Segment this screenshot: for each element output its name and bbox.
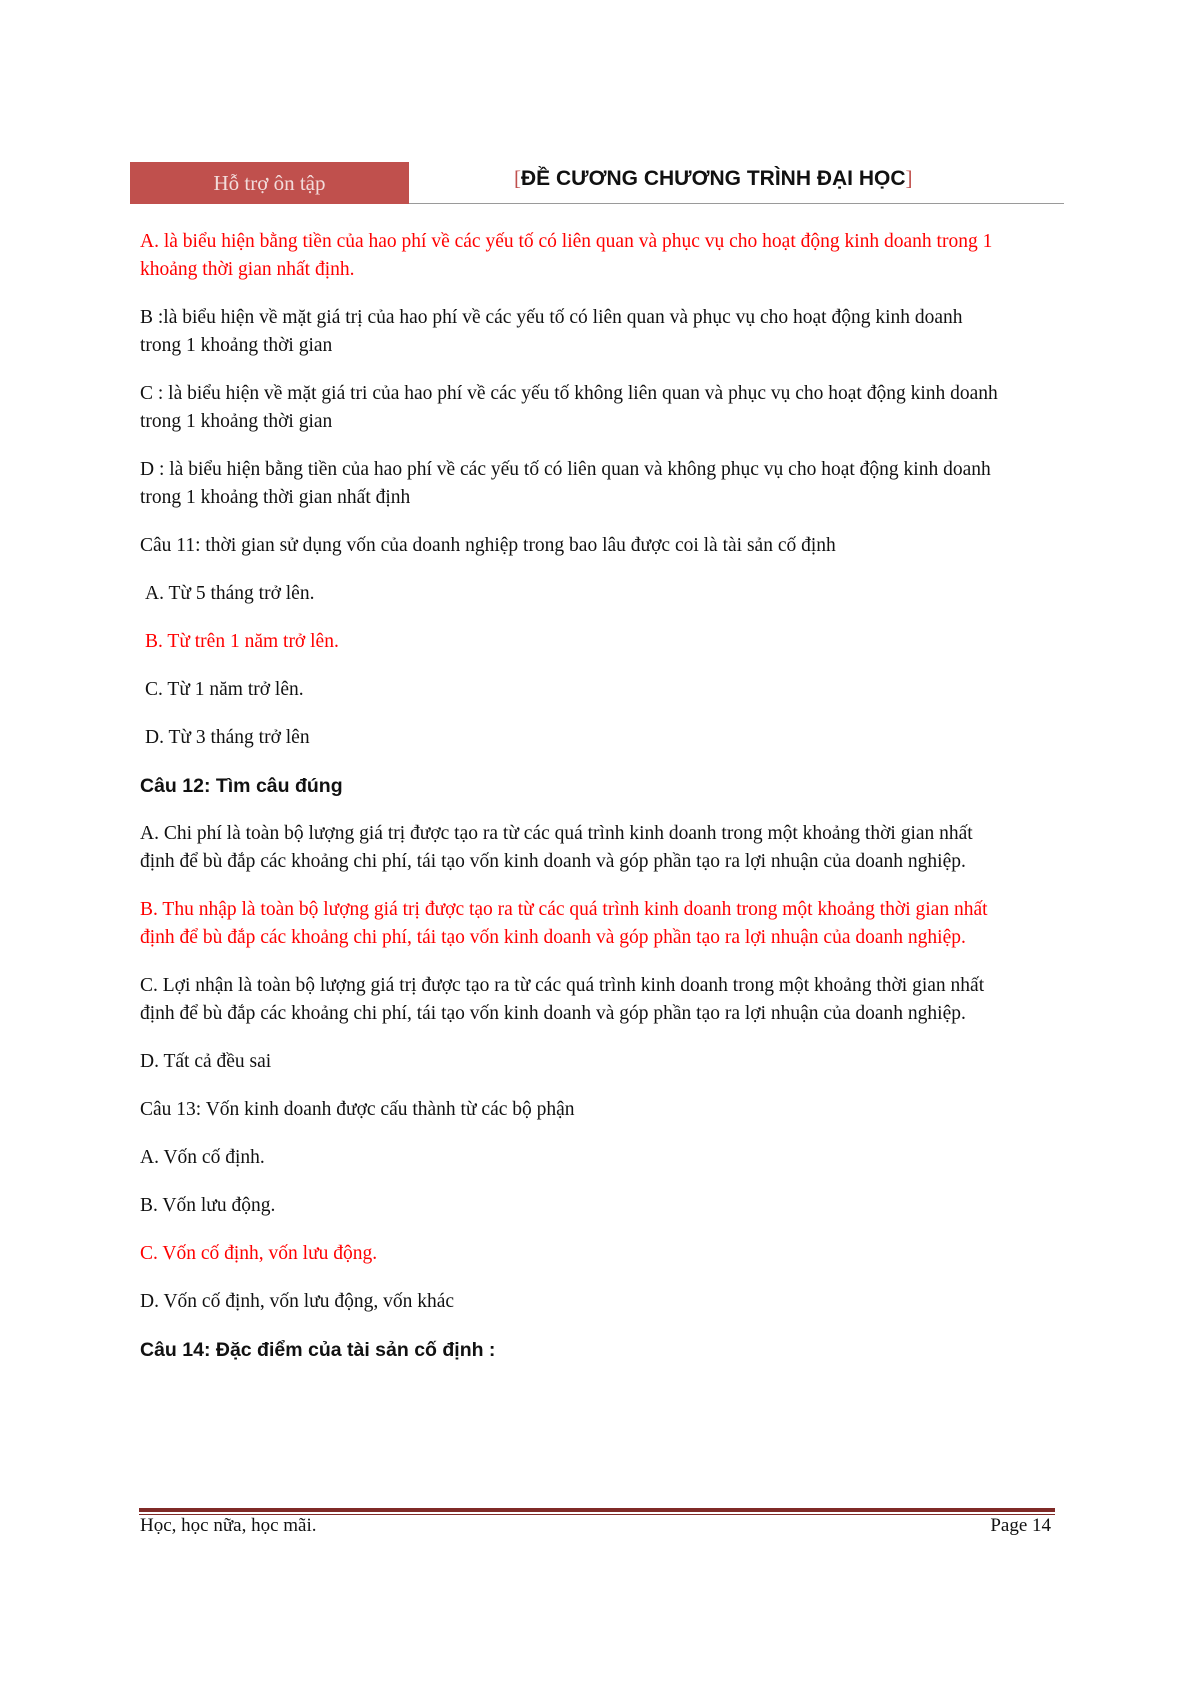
footer-divider-thick xyxy=(139,1508,1055,1512)
q12-option-c: C. Lợi nhận là toàn bộ lượng giá trị được tạo ra từ các quá trình kinh doanh trong một khoảng thời gian nhất định để bù đắp các khoảng chi phí, tái tạo vốn kinh doanh và góp phần tạo ra lợi nhuận của doanh nghiệp. xyxy=(140,975,985,1024)
q10-option-b: B :là biểu hiện về mặt giá trị của hao phí về các yếu tố có liên quan và phục vụ cho hoạt động kinh doanh trong 1 khoảng thời gian xyxy=(140,307,963,356)
header-divider xyxy=(409,203,1064,204)
q11-option-a: A. Từ 5 tháng trở lên. xyxy=(145,583,315,604)
page-number: Page 14 xyxy=(990,1515,1051,1536)
q12-option-a: A. Chi phí là toàn bộ lượng giá trị được tạo ra từ các quá trình kinh doanh trong một khoảng thời gian nhất định để bù đắp các khoảng chi phí, tái tạo vốn kinh doanh và góp phần tạo ra lợi nhuận của doanh nghiệp. xyxy=(140,823,973,872)
header-bracket-open: [ xyxy=(514,166,521,190)
header-title-text: ĐỀ CƯƠNG CHƯƠNG TRÌNH ĐẠI HỌC xyxy=(521,167,906,190)
q13-question: Câu 13: Vốn kinh doanh được cấu thành từ các bộ phận xyxy=(140,1099,575,1120)
q11-option-d: D. Từ 3 tháng trở lên xyxy=(145,727,310,748)
q10-option-d: D : là biểu hiện bằng tiền của hao phí về các yếu tố có liên quan và không phục vụ cho hoạt động kinh doanh trong 1 khoảng thời gian nhất định xyxy=(140,459,991,508)
q11-option-c: C. Từ 1 năm trở lên. xyxy=(145,679,304,700)
q13-option-c: C. Vốn cố định, vốn lưu động. xyxy=(140,1243,378,1264)
footer-motto: Học, học nữa, học mãi. xyxy=(140,1515,317,1536)
q10-option-a: A. là biểu hiện bằng tiền của hao phí về các yếu tố có liên quan và phục vụ cho hoạt động kinh doanh trong 1 khoảng thời gian nhất định. xyxy=(140,231,993,280)
page-content xyxy=(140,228,1000,1384)
q14-question: Câu 14: Đặc điểm của tài sản cố định : xyxy=(140,1339,496,1361)
q12-option-d: D. Tất cả đều sai xyxy=(140,1051,272,1072)
q12-option-b: B. Thu nhập là toàn bộ lượng giá trị được tạo ra từ các quá trình kinh doanh trong một khoảng thời gian nhất định để bù đắp các khoảng chi phí, tái tạo vốn kinh doanh và góp phần tạo ra lợi nhuận của doanh nghiệp. xyxy=(140,899,988,948)
header-tab xyxy=(130,162,409,204)
q11-question: Câu 11: thời gian sử dụng vốn của doanh nghiệp trong bao lâu được coi là tài sản cố định xyxy=(140,535,836,556)
q11-option-b: B. Từ trên 1 năm trở lên. xyxy=(145,631,339,652)
q10-option-c: C : là biểu hiện về mặt giá tri của hao phí về các yếu tố không liên quan và phục vụ cho hoạt động kinh doanh trong 1 khoảng thời gian xyxy=(140,383,998,432)
q12-question: Câu 12: Tìm câu đúng xyxy=(140,775,343,797)
q13-option-a: A. Vốn cố định. xyxy=(140,1147,265,1168)
header-tab-label: Hỗ trợ ôn tập xyxy=(213,170,326,195)
q13-option-d: D. Vốn cố định, vốn lưu động, vốn khác xyxy=(140,1291,455,1312)
q13-option-b: B. Vốn lưu động. xyxy=(140,1195,276,1216)
header-bracket-close: ] xyxy=(905,166,913,190)
header-title xyxy=(514,166,964,191)
